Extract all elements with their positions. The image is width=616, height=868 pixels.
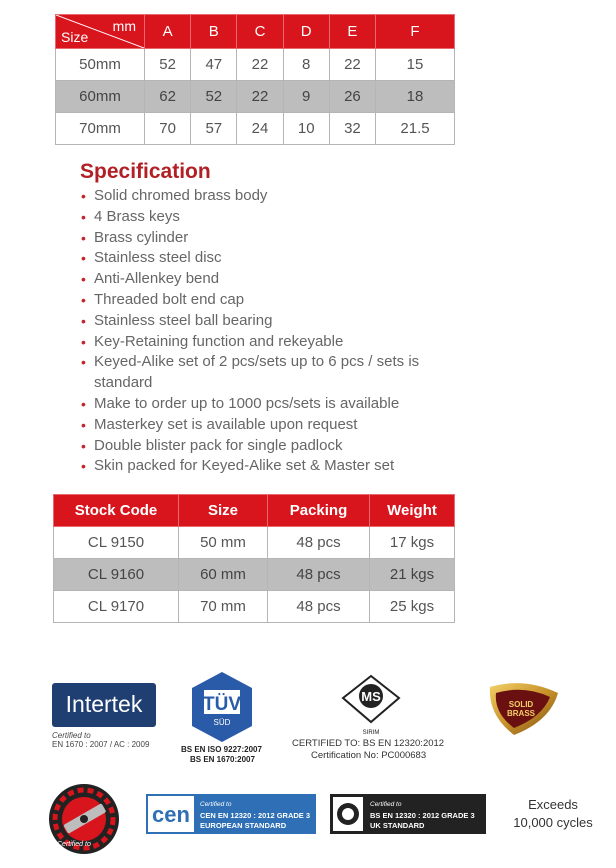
stock-code-cell: CL 9150 (54, 527, 179, 559)
drill-test-stamp-icon (45, 780, 123, 858)
list-item-text: Key-Retaining function and rekeyable (94, 332, 344, 350)
table-cell: 21.5 (376, 113, 455, 145)
list-item-text: Solid chromed brass body (94, 187, 268, 204)
specification-title: Specification (80, 160, 211, 183)
bullet-icon: • (81, 437, 86, 454)
list-item-text: Threaded bolt end cap (94, 290, 245, 308)
table-cell: 25 kgs (370, 591, 455, 623)
table-cell: 50 mm (179, 527, 268, 559)
table-cell: 70 (145, 113, 191, 145)
column-header: Packing (268, 495, 370, 527)
column-header: C (237, 15, 283, 49)
cen-logo-text: cen (152, 802, 190, 827)
table-cell: 10 (283, 113, 329, 145)
table-cell: 22 (329, 49, 375, 81)
list-item (80, 228, 460, 249)
exceeds-text: Exceeds (528, 797, 578, 812)
table-row (56, 81, 455, 113)
cycles-text: 10,000 cycles (513, 815, 593, 830)
list-item-text: Masterkey set is available upon request (94, 415, 358, 433)
bullet-icon: • (81, 333, 86, 350)
list-item (80, 186, 460, 207)
cen-certified-to: Certified to (200, 801, 232, 808)
column-header: B (191, 15, 237, 49)
table-cell: 17 kgs (370, 527, 455, 559)
size-cell: 60mm (56, 81, 145, 113)
sirim-text: SIRIM (362, 730, 380, 736)
bs-uk-standard-logo (330, 794, 486, 834)
brass-text: BRASS (506, 709, 536, 718)
table-cell: 70 mm (179, 591, 268, 623)
list-item-text: Stainless steel disc (94, 249, 222, 267)
list-item-text: Anti-Allenkey bend (94, 270, 220, 288)
table-cell: 26 (329, 81, 375, 113)
list-item (80, 415, 460, 436)
table-cell: 24 (237, 113, 283, 145)
column-header: Size (179, 495, 268, 527)
table-cell: 52 (191, 81, 237, 113)
table-cell: 48 pcs (268, 559, 370, 591)
list-item-text: Brass cylinder (94, 228, 189, 246)
stock-table (53, 494, 455, 623)
bullet-icon: • (81, 395, 86, 412)
bullet-icon: • (81, 188, 86, 204)
table-cell: 57 (191, 113, 237, 145)
table-cell: 48 pcs (268, 591, 370, 623)
cen-logo (146, 794, 316, 834)
table-cell: 60 mm (179, 559, 268, 591)
table-cell: 15 (376, 49, 455, 81)
table-cell: 21 kgs (370, 559, 455, 591)
list-item (80, 332, 460, 353)
list-item (80, 290, 460, 311)
table-row (56, 49, 455, 81)
list-item (80, 394, 460, 415)
list-item (80, 311, 460, 332)
list-item-text: Stainless steel ball bearing (94, 311, 273, 329)
table-cell: 8 (283, 49, 329, 81)
intertek-logo (52, 683, 156, 727)
size-table-header (56, 15, 455, 49)
table-row (54, 527, 455, 559)
bullet-icon: • (81, 312, 86, 329)
list-item (80, 456, 460, 477)
bullet-icon: • (81, 458, 86, 475)
tuv-logo-text: TÜV (203, 694, 241, 715)
solid-brass-badge (484, 681, 562, 737)
list-item (80, 207, 460, 228)
tuv-logo-subtext: SÜD (213, 718, 231, 727)
bullet-icon: • (81, 271, 86, 288)
tuv-standard-line2: BS EN 1670:2007 (190, 755, 255, 764)
table-cell: 47 (191, 49, 237, 81)
size-mm-header-cell (56, 15, 145, 49)
stamp-certified-to: Certified to (57, 841, 91, 848)
bullet-icon: • (81, 250, 86, 267)
intertek-logo-text: Intertek (65, 691, 143, 717)
list-item (80, 352, 460, 394)
column-header: F (376, 15, 455, 49)
size-cell: 70mm (56, 113, 145, 145)
table-cell: 48 pcs (268, 527, 370, 559)
stock-code-cell: CL 9170 (54, 591, 179, 623)
ms-certified-line: CERTIFIED TO: BS EN 12320:2012 (292, 738, 445, 749)
column-header: Weight (370, 495, 455, 527)
list-item (80, 269, 460, 290)
bullet-icon: • (81, 208, 86, 225)
bullet-icon: • (81, 416, 86, 433)
bullet-icon: • (81, 354, 86, 371)
table-row (54, 591, 455, 623)
size-label: Size (61, 29, 89, 45)
cen-standard-line2: EUROPEAN STANDARD (200, 821, 287, 830)
tuv-standard-line1: BS EN ISO 9227:2007 (181, 745, 262, 754)
column-header: E (329, 15, 375, 49)
unit-label: mm (112, 18, 136, 34)
ms-certification-number: Certification No: PC000683 (311, 750, 427, 761)
intertek-standard: EN 1670 : 2007 / AC : 2009 (52, 740, 150, 749)
ms-sirim-logo (339, 674, 403, 738)
list-item (80, 436, 460, 457)
table-cell: 22 (237, 81, 283, 113)
specification-list (80, 186, 460, 477)
column-header: A (145, 15, 191, 49)
table-cell: 52 (145, 49, 191, 81)
cen-standard-line1: CEN EN 12320 : 2012 GRADE 3 (200, 811, 311, 820)
list-item-text: Double blister pack for single padlock (94, 436, 343, 454)
intertek-certified-to: Certified to (52, 731, 91, 740)
list-item (80, 248, 460, 269)
solid-text: SOLID (508, 700, 534, 709)
table-cell: 22 (237, 49, 283, 81)
list-item-text: Keyed-Alike set of 2 pcs/sets up to 6 pcs / sets is standard (94, 353, 420, 392)
tuv-sud-logo (186, 670, 258, 744)
table-cell: 18 (376, 81, 455, 113)
cycles-note (498, 796, 608, 832)
stock-table-header (54, 495, 455, 527)
ms-logo-text: MS (361, 689, 381, 704)
column-header: D (283, 15, 329, 49)
size-cell: 50mm (56, 49, 145, 81)
size-table (55, 14, 455, 145)
bullet-icon: • (81, 291, 86, 308)
table-cell: 32 (329, 113, 375, 145)
column-header: Stock Code (54, 495, 179, 527)
table-cell: 9 (283, 81, 329, 113)
list-item-text: Skin packed for Keyed-Alike set & Master set (94, 457, 395, 475)
bullet-icon: • (81, 229, 86, 246)
list-item-text: Make to order up to 1000 pcs/sets is available (94, 394, 400, 412)
list-item-text: 4 Brass keys (94, 207, 180, 225)
bs-standard-line1: BS EN 12320 : 2012 GRADE 3 (370, 811, 475, 820)
table-row (54, 559, 455, 591)
bs-standard-line2: UK STANDARD (370, 821, 425, 830)
bs-certified-to: Certified to (370, 801, 402, 808)
table-cell: 62 (145, 81, 191, 113)
table-row (56, 113, 455, 145)
stock-code-cell: CL 9160 (54, 559, 179, 591)
